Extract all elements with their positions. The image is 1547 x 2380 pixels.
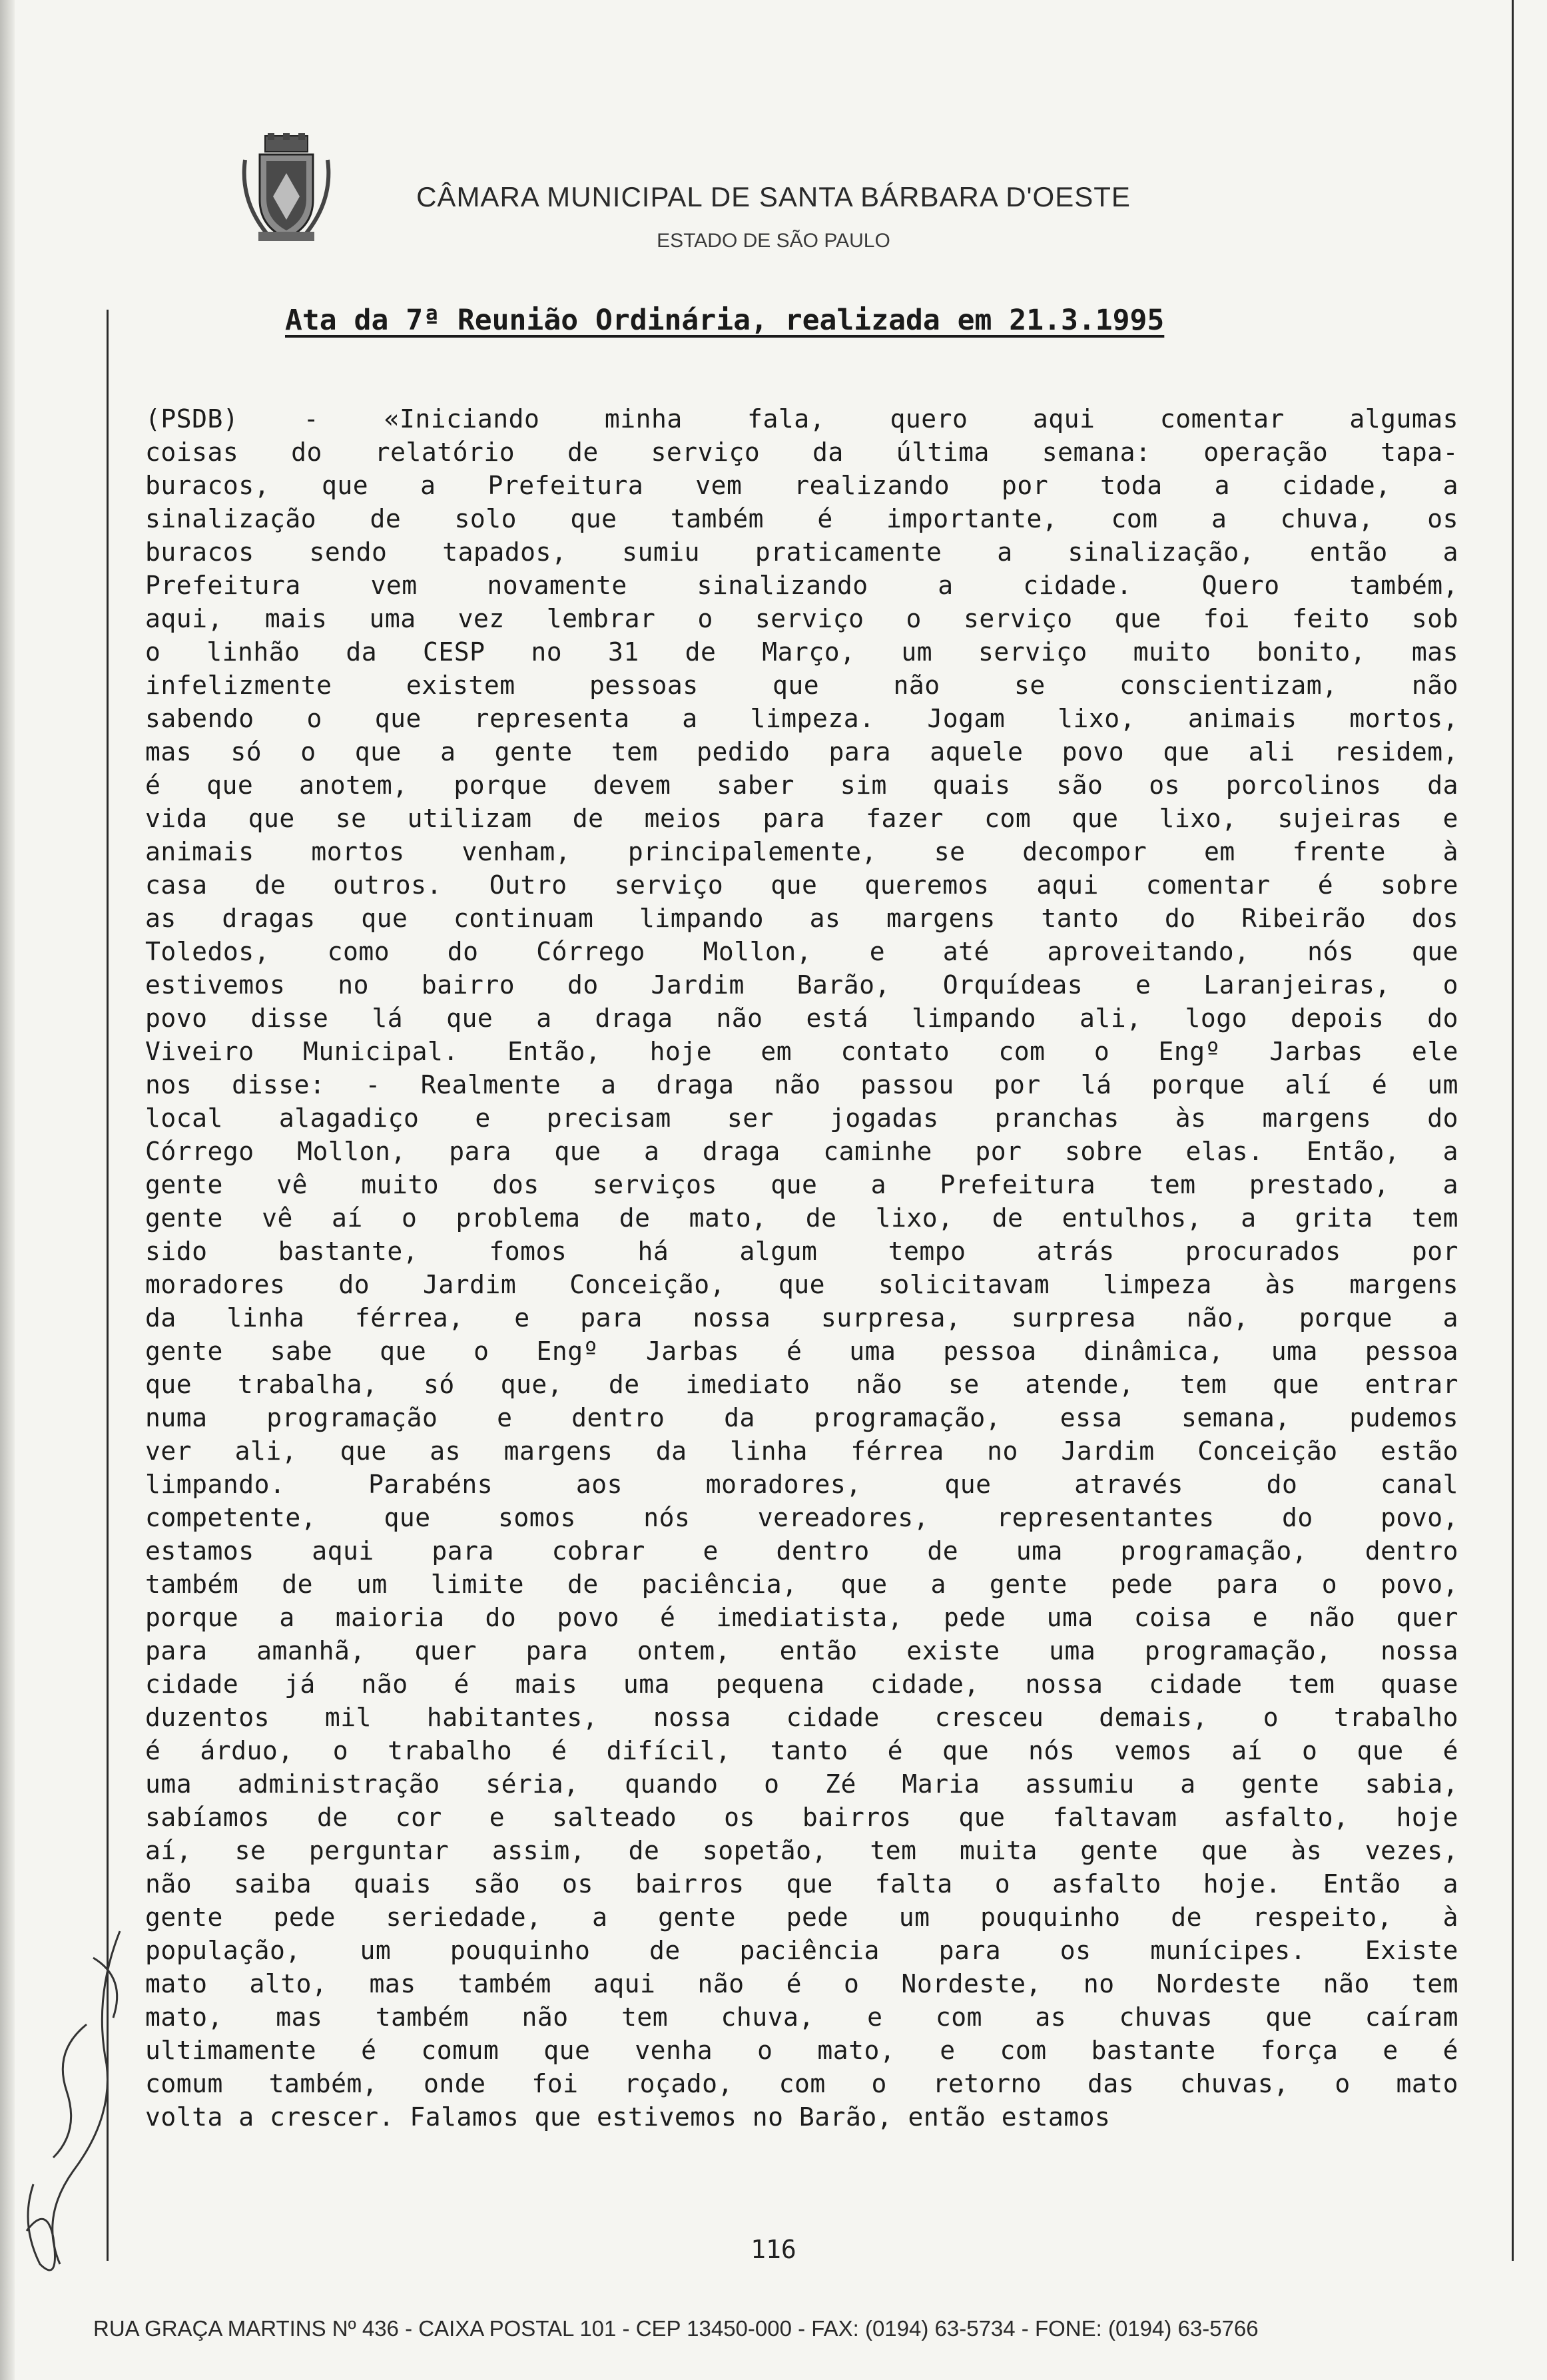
- body-line: Prefeitura vem novamente sinalizando a cidade. Quero também,: [145, 571, 1458, 600]
- body-line: o linhão da CESP no 31 de Março, um serviço muito bonito, mas: [145, 637, 1458, 667]
- body-line: comum também, onde foi roçado, com o retorno das chuvas, o mato: [145, 2069, 1458, 2098]
- page-edge-shadow: [0, 0, 15, 2380]
- body-line: gente vê muito dos serviços que a Prefeitura tem prestado, a: [145, 1170, 1458, 1199]
- body-line: mato, mas também não tem chuva, e com as chuvas que caíram: [145, 2002, 1458, 2032]
- body-line: estivemos no bairro do Jardim Barão, Orquídeas e Laranjeiras, o: [145, 970, 1458, 1000]
- body-line: sido bastante, fomos há algum tempo atrás procurados por: [145, 1237, 1458, 1266]
- body-line: gente pede seriedade, a gente pede um pouquinho de respeito, à: [145, 1903, 1458, 1932]
- body-line: para amanhã, quer para ontem, então existe uma programação, nossa: [145, 1636, 1458, 1665]
- body-line: população, um pouquinho de paciência para os munícipes. Existe: [145, 1936, 1458, 1965]
- body-line: cidade já não é mais uma pequena cidade, nossa cidade tem quase: [145, 1669, 1458, 1699]
- body-line: também de um limite de paciência, que a gente pede para o povo,: [145, 1570, 1458, 1599]
- page-border-right: [1512, 0, 1514, 2261]
- body-line: as dragas que continuam limpando as margens tanto do Ribeirão dos: [145, 904, 1458, 933]
- body-line: sabíamos de cor e salteado os bairros que faltavam asfalto, hoje: [145, 1803, 1458, 1832]
- body-line: sinalização de solo que também é importante, com a chuva, os: [145, 504, 1458, 533]
- body-line: uma administração séria, quando o Zé Maria assumiu a gente sabia,: [145, 1769, 1458, 1799]
- body-line: infelizmente existem pessoas que não se conscientizam, não: [145, 671, 1458, 700]
- body-line: local alagadiço e precisam ser jogadas pranchas às margens do: [145, 1103, 1458, 1133]
- body-line: Córrego Mollon, para que a draga caminhe por sobre elas. Então, a: [145, 1137, 1458, 1166]
- body-line: Viveiro Municipal. Então, hoje em contato com o Engº Jarbas ele: [145, 1037, 1458, 1066]
- body-line: ver ali, que as margens da linha férrea no Jardim Conceição estão: [145, 1436, 1458, 1466]
- institution-subtitle: ESTADO DE SÃO PAULO: [657, 230, 890, 252]
- body-line: que trabalha, só que, de imediato não se atende, tem que entrar: [145, 1370, 1458, 1399]
- body-line: competente, que somos nós vereadores, representantes do povo,: [145, 1503, 1458, 1532]
- body-line: aqui, mais uma vez lembrar o serviço o serviço que foi feito sob: [145, 604, 1458, 633]
- body-line: buracos, que a Prefeitura vem realizando por toda a cidade, a: [145, 471, 1458, 500]
- body-line: moradores do Jardim Conceição, que solicitavam limpeza às margens: [145, 1270, 1458, 1299]
- minutes-heading: Ata da 7ª Reunião Ordinária, realizada em 21.3.1995: [285, 304, 1165, 337]
- body-line: numa programação e dentro da programação, essa semana, pudemos: [145, 1403, 1458, 1432]
- body-line: sabendo o que representa a limpeza. Jogam lixo, animais mortos,: [145, 704, 1458, 733]
- body-line: casa de outros. Outro serviço que queremos aqui comentar é sobre: [145, 870, 1458, 900]
- footer-address: RUA GRAÇA MARTINS Nº 436 - CAIXA POSTAL 101 - CEP 13450-000 - FAX: (0194) 63-5734 - FONE: (0194) 63-5766: [93, 2316, 1259, 2341]
- body-line: estamos aqui para cobrar e dentro de uma programação, dentro: [145, 1536, 1458, 1566]
- institution-title: CÂMARA MUNICIPAL DE SANTA BÁRBARA D'OESTE: [416, 181, 1131, 212]
- body-line: nos disse: - Realmente a draga não passou por lá porque alí é um: [145, 1070, 1458, 1099]
- body-line: volta a crescer. Falamos que estivemos no Barão, então estamos: [145, 2102, 1111, 2132]
- body-line: buracos sendo tapados, sumiu praticamente a sinalização, então a: [145, 537, 1458, 567]
- body-line: porque a maioria do povo é imediatista, pede uma coisa e não quer: [145, 1603, 1458, 1632]
- body-line: aí, se perguntar assim, de sopetão, tem muita gente que às vezes,: [145, 1836, 1458, 1865]
- page-number: 116: [751, 2235, 796, 2264]
- body-line: coisas do relatório de serviço da última semana: operação tapa-: [145, 438, 1458, 467]
- body-line: (PSDB) - «Iniciando minha fala, quero aqui comentar algumas: [145, 404, 1458, 434]
- body-line: é árduo, o trabalho é difícil, tanto é que nós vemos aí o que é: [145, 1736, 1458, 1765]
- body-line: mato alto, mas também aqui não é o Nordeste, no Nordeste não tem: [145, 1969, 1458, 1998]
- body-line: duzentos mil habitantes, nossa cidade cresceu demais, o trabalho: [145, 1703, 1458, 1732]
- body-line: não saiba quais são os bairros que falta o asfalto hoje. Então a: [145, 1869, 1458, 1899]
- minutes-body: [145, 402, 1458, 2134]
- body-line: gente vê aí o problema de mato, de lixo, de entulhos, a grita tem: [145, 1203, 1458, 1233]
- body-line: Toledos, como do Córrego Mollon, e até aproveitando, nós que: [145, 937, 1458, 966]
- body-line: da linha férrea, e para nossa surpresa, surpresa não, porque a: [145, 1303, 1458, 1333]
- body-line: limpando. Parabéns aos moradores, que através do canal: [145, 1470, 1458, 1499]
- body-line: mas só o que a gente tem pedido para aquele povo que ali residem,: [145, 737, 1458, 766]
- body-line: gente sabe que o Engº Jarbas é uma pessoa dinâmica, uma pessoa: [145, 1337, 1458, 1366]
- body-line: ultimamente é comum que venha o mato, e com bastante força e é: [145, 2036, 1458, 2065]
- body-line: povo disse lá que a draga não está limpando ali, logo depois do: [145, 1004, 1458, 1033]
- body-line: é que anotem, porque devem saber sim quais são os porcolinos da: [145, 770, 1458, 800]
- body-line: animais mortos venham, principalemente, se decompor em frente à: [145, 837, 1458, 866]
- body-line: vida que se utilizam de meios para fazer com que lixo, sujeiras e: [145, 804, 1458, 833]
